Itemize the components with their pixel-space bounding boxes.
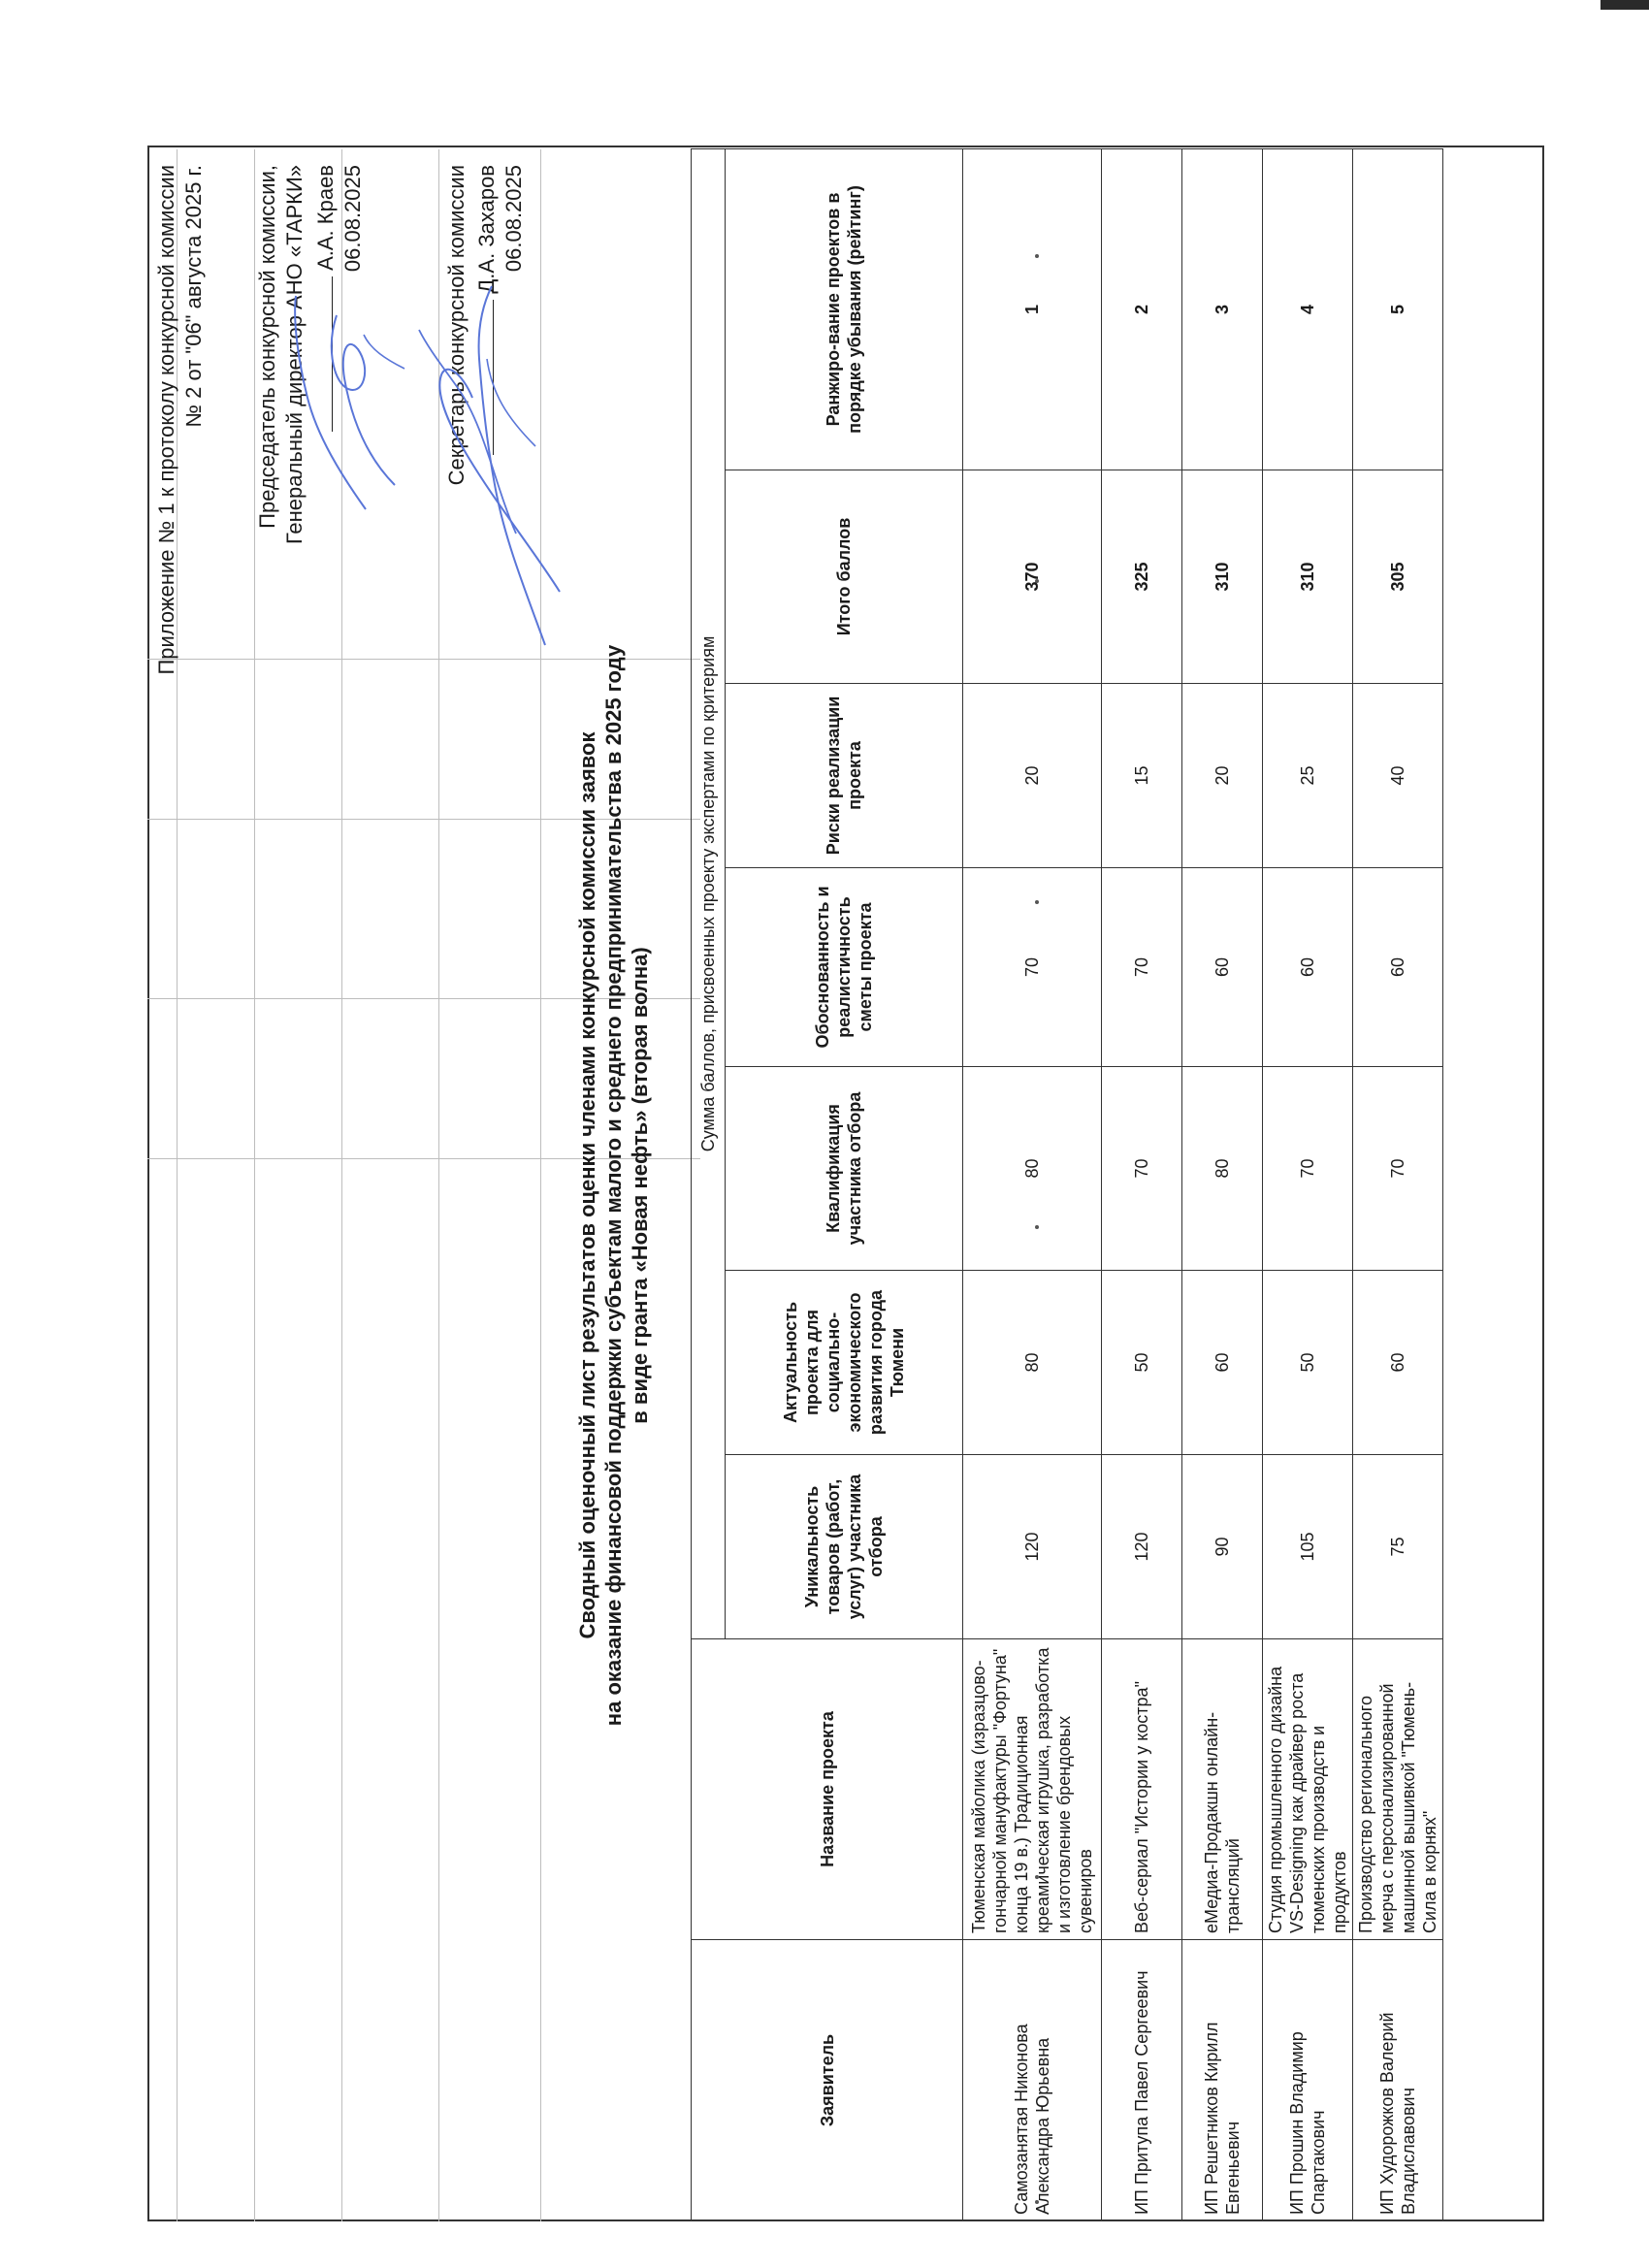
- risks-cell: 20: [963, 684, 1102, 868]
- group-header: Сумма баллов, присвоенных проекту экспертами по критериям: [692, 148, 726, 1638]
- total-cell: 325: [1102, 470, 1182, 684]
- header-budget: Обоснованность и реалистичность сметы проекта: [726, 868, 963, 1067]
- header-applicant: Заявитель: [692, 1940, 963, 2221]
- qualification-cell: 80: [963, 1067, 1102, 1271]
- risks-cell: 15: [1102, 684, 1182, 868]
- secretary-date: 06.08.2025: [501, 165, 526, 273]
- project-cell: Веб-сериал "Истории у костра": [1102, 1639, 1182, 1940]
- budget-cell: 60: [1353, 868, 1443, 1067]
- rank-cell: 5: [1353, 148, 1443, 470]
- document-sheet: [147, 146, 1544, 2221]
- header-total: Итого баллов: [726, 470, 963, 684]
- uniqueness-cell: 120: [1102, 1455, 1182, 1639]
- uniqueness-cell: 75: [1353, 1455, 1443, 1639]
- header-rank: Ранжиро-вание проектов в порядке убывания (рейтинг): [726, 148, 963, 470]
- applicant-cell: Самозанятая Никонова Александра Юрьевна: [963, 1940, 1102, 2221]
- header-risks: Риски реализации проекта: [726, 684, 963, 868]
- qualification-cell: 70: [1102, 1067, 1182, 1271]
- chair-role: Председатель конкурсной комиссии,: [255, 165, 279, 529]
- budget-cell: 70: [963, 868, 1102, 1067]
- chair-signature: [249, 291, 409, 514]
- risks-cell: 40: [1353, 684, 1443, 868]
- qualification-cell: 70: [1263, 1067, 1353, 1271]
- secretary-name: Д.А. Захаров: [474, 165, 499, 294]
- project-cell: Тюменская майолика (изразцово-гончарной мануфактуры "Фортуна" конца 19 в.) Традиционная креамическая игрушка, разработка и изготовление брендовых сувениров: [963, 1639, 1102, 1940]
- total-cell: 370: [963, 470, 1102, 684]
- total-cell: 310: [1263, 470, 1353, 684]
- rank-cell: 4: [1263, 148, 1353, 470]
- total-cell: 310: [1182, 470, 1263, 684]
- project-cell: еМедиа-Продакшн онлайн-трансляций: [1182, 1639, 1263, 1940]
- appendix-note: [153, 165, 208, 675]
- relevance-cell: 50: [1102, 1271, 1182, 1455]
- qualification-cell: 80: [1182, 1067, 1263, 1271]
- rank-cell: 2: [1102, 148, 1182, 470]
- qualification-cell: 70: [1353, 1067, 1443, 1271]
- chair-date: 06.08.2025: [340, 165, 365, 273]
- relevance-cell: 50: [1263, 1271, 1353, 1455]
- project-cell: Производство регионального мерча с персонализированной машинной вышивкой "Тюмень-Сила в корнях": [1353, 1639, 1443, 1940]
- title-line: на оказание финансовой поддержки субъектам малого и среднего предпринимательства в 2025 году: [601, 644, 626, 1727]
- budget-cell: 70: [1102, 868, 1182, 1067]
- scan-edge-mark: [1600, 0, 1649, 10]
- header-qualification: Квалификация участника отбора: [726, 1067, 963, 1271]
- budget-cell: 60: [1182, 868, 1263, 1067]
- scores-table: [691, 148, 1443, 2221]
- rank-cell: 1: [963, 148, 1102, 470]
- relevance-cell: 60: [1353, 1271, 1443, 1455]
- rank-cell: 3: [1182, 148, 1263, 470]
- table-row: [1263, 148, 1353, 2220]
- applicant-cell: ИП Решетников Кирилл Евгеньевич: [1182, 1940, 1263, 2221]
- header-relevance: Актуальность проекта для социально-экономического развития города Тюмени: [726, 1271, 963, 1455]
- applicant-cell: ИП Худорожков Валерий Владиславович: [1353, 1940, 1443, 2221]
- applicant-cell: ИП Прошин Владимир Спартакович: [1263, 1940, 1353, 2221]
- project-cell: Студия промышленного дизайна VS-Designing как драйвер роста тюменских производств и продуктов: [1263, 1639, 1353, 1940]
- title-line: в виде гранта «Новая нефть» (вторая волна): [628, 947, 652, 1424]
- table-row: [1182, 148, 1263, 2220]
- budget-cell: 60: [1263, 868, 1353, 1067]
- relevance-cell: 60: [1182, 1271, 1263, 1455]
- document-title: [574, 149, 653, 2221]
- appendix-line: № 2 от "06" августа 2025 г.: [181, 165, 206, 428]
- table-row: [1102, 148, 1182, 2220]
- uniqueness-cell: 105: [1263, 1455, 1353, 1639]
- applicant-cell: ИП Притупа Павел Сергеевич: [1102, 1940, 1182, 2221]
- secretary-signature: [390, 281, 565, 650]
- title-line: Сводный оценочный лист результатов оценки членами конкурсной комиссии заявок: [575, 731, 599, 1639]
- uniqueness-cell: 120: [963, 1455, 1102, 1639]
- risks-cell: 25: [1263, 684, 1353, 868]
- total-cell: 305: [1353, 470, 1443, 684]
- appendix-line: Приложение № 1 к протоколу конкурсной комиссии: [154, 165, 178, 675]
- chair-name: А.А. Краев: [313, 165, 338, 271]
- chair-role: Генеральный директор АНО «ТАРКИ»: [282, 165, 307, 545]
- risks-cell: 20: [1182, 684, 1263, 868]
- relevance-cell: 80: [963, 1271, 1102, 1455]
- header-project: Название проекта: [692, 1639, 963, 1940]
- table-row: [1353, 148, 1443, 2220]
- table-row: [963, 148, 1102, 2220]
- uniqueness-cell: 90: [1182, 1455, 1263, 1639]
- header-uniqueness: Уникальность товаров (работ, услуг) участника отбора: [726, 1455, 963, 1639]
- secretary-role: Секретарь конкурсной комиссии: [444, 165, 469, 486]
